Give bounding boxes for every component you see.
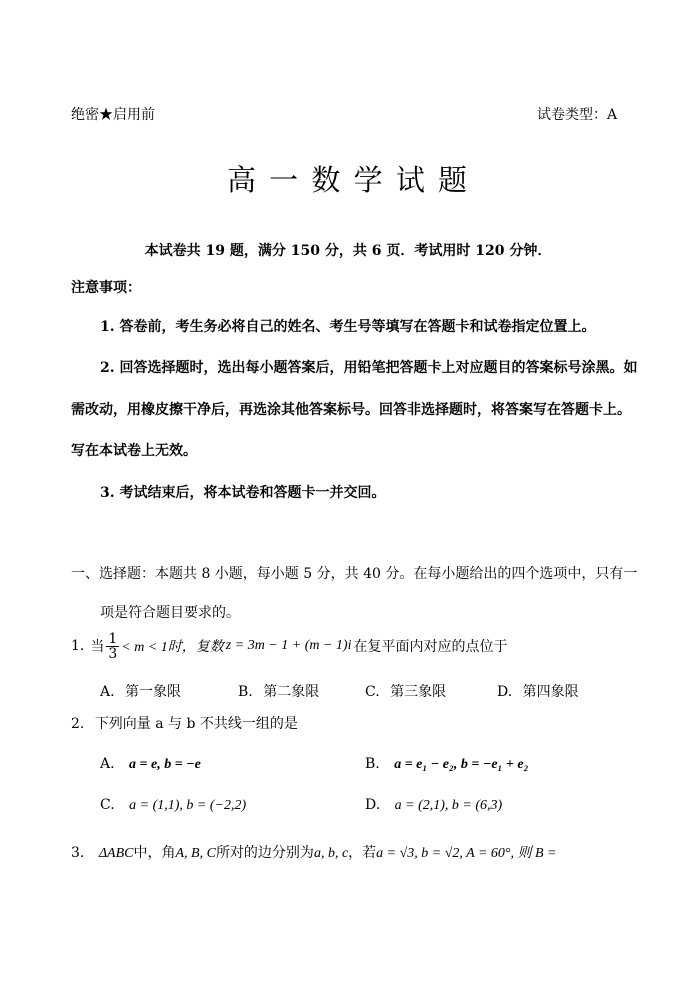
given-values: a = √3, b = √2, A = 60°, 则 B = <box>376 846 557 861</box>
option-text: 第一象限 <box>125 684 182 700</box>
question-3 <box>71 842 557 862</box>
option-text: 第三象限 <box>390 684 447 700</box>
note-2-line-3: 写在本试卷上无效。 <box>71 443 197 459</box>
triangle-name: ΔABC <box>98 846 134 861</box>
question-3-number: 3. <box>71 845 85 861</box>
q2-option-a <box>100 756 201 773</box>
option-text: a = e, b = −e <box>129 757 201 772</box>
option-label: C. <box>365 684 380 700</box>
sides: a, b, c <box>313 846 349 861</box>
note-2-line-2: 需改动，用橡皮擦干净后，再选涂其他答案标号。回答非选择题时，将答案写在答题卡上。 <box>71 402 631 418</box>
option-label: C. <box>100 797 115 813</box>
question-3-text-1: 中，角 <box>133 845 176 861</box>
q1-option-d <box>497 681 579 701</box>
note-2-line-1: 2. 回答选择题时，选出每小题答案后，用铅笔把答题卡上对应题目的答案标号涂黑。如 <box>100 360 638 376</box>
q2-option-b <box>365 756 528 773</box>
question-3-text-2: 所对的边分别为 <box>215 845 314 861</box>
paper-type-label: 试卷类型：A <box>537 107 618 123</box>
question-1-expression: z = 3m − 1 + (m − 1)i <box>225 638 352 653</box>
question-1-post: 在复平面内对应的点位于 <box>353 639 508 655</box>
note-1: 1. 答卷前，考生务必将自己的姓名、考生号等填写在答题卡和试卷指定位置上。 <box>100 319 596 335</box>
option-text: a = e₁ − e₂, b = −e₁ + e₂ <box>394 757 529 772</box>
q2-option-d <box>365 797 502 814</box>
question-2-number: 2. <box>71 716 85 732</box>
question-1 <box>71 628 507 664</box>
question-2-stem: 下列向量 a 与 b 不共线一组的是 <box>94 716 298 732</box>
notes-heading: 注意事项： <box>71 280 141 296</box>
question-1-number: 1. <box>71 638 85 654</box>
question-1-pre: 当 <box>90 639 105 655</box>
q1-option-b <box>238 681 319 701</box>
confidential-label: 绝密★启用前 <box>71 107 155 123</box>
option-label: A. <box>100 684 115 700</box>
question-1-condition: < m < 1时，复数 <box>121 640 224 655</box>
section-1-heading-line-1: 一、选择题：本题共 8 小题，每小题 5 分，共 40 分。在每小题给出的四个选项中，只有一 <box>71 566 638 582</box>
question-2 <box>71 713 298 733</box>
q1-option-a <box>100 681 181 701</box>
q1-option-c <box>365 681 446 701</box>
option-label: D. <box>365 797 381 813</box>
option-text: 第二象限 <box>263 684 320 700</box>
option-label: B. <box>365 756 380 772</box>
option-text: 第四象限 <box>522 684 579 700</box>
note-3: 3. 考试结束后，将本试卷和答题卡一并交回。 <box>100 485 386 501</box>
fraction <box>106 632 119 661</box>
fraction-numerator: 1 <box>108 630 118 647</box>
option-text: a = (1,1), b = (−2,2) <box>129 798 247 813</box>
exam-intro: 本试卷共 19 题，满分 150 分，共 6 页．考试用时 120 分钟． <box>144 243 552 259</box>
question-3-text-3: ，若 <box>348 845 377 861</box>
option-text: a = (2,1), b = (6,3) <box>394 798 503 813</box>
option-label: A. <box>100 756 115 772</box>
fraction-denominator: 3 <box>108 645 118 662</box>
option-label: B. <box>238 684 253 700</box>
angles: A, B, C <box>175 846 216 861</box>
option-label: D. <box>497 684 513 700</box>
page-title: 高 一 数 学 试 题 <box>226 163 470 197</box>
q2-option-c <box>100 797 246 814</box>
section-1-heading-line-2: 项是符合题目要求的。 <box>100 605 240 621</box>
